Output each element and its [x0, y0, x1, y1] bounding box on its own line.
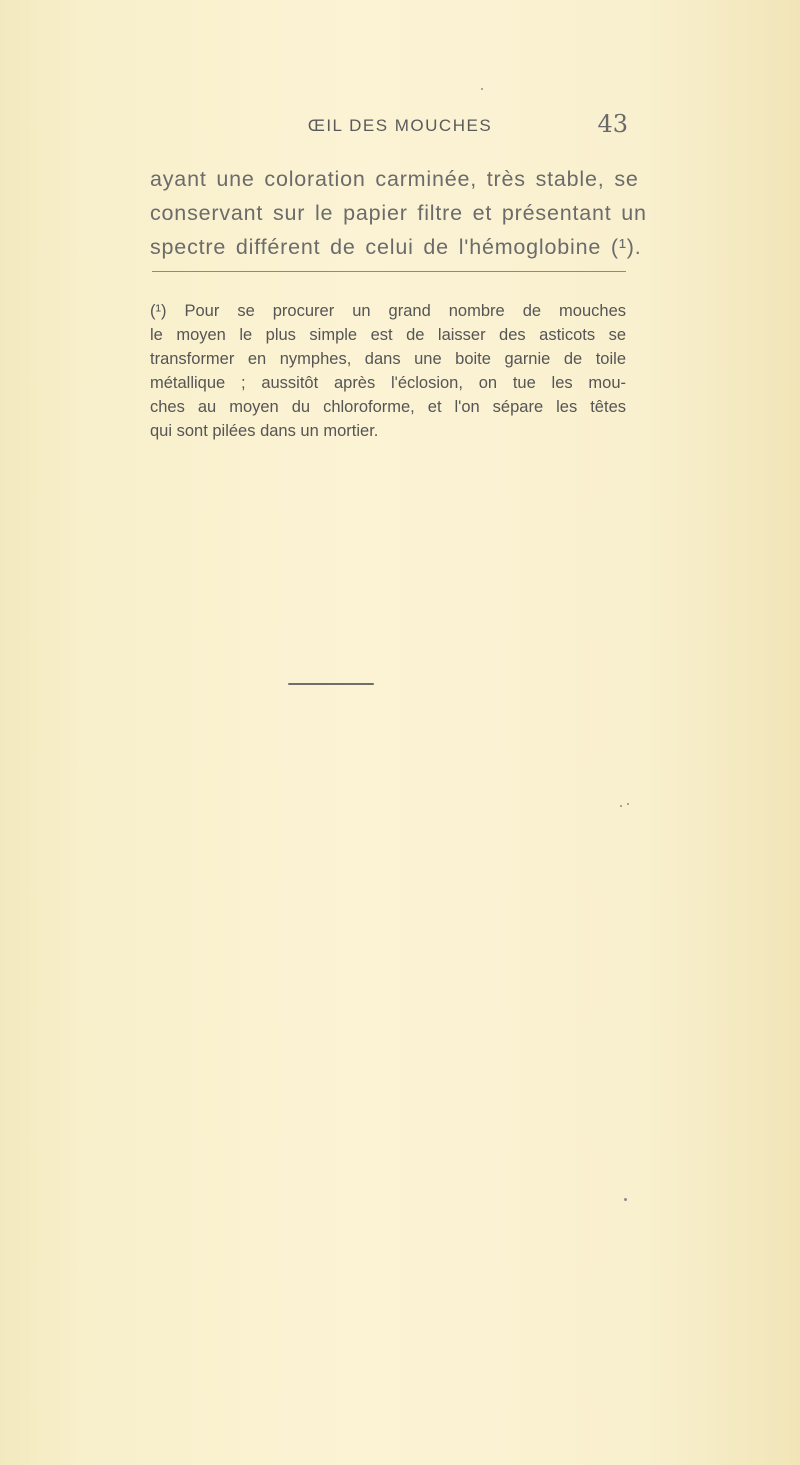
running-title: ŒIL DES MOUCHES [307, 116, 493, 135]
body-line: spectre différent de celui de l'hémoglobine (¹). [150, 235, 642, 259]
footnote-line: (¹) Pour se procurer un grand nombre de mouches [150, 302, 626, 320]
footnote [150, 299, 626, 443]
paper-speck [624, 1198, 627, 1201]
body-paragraph [150, 162, 647, 264]
paper-speck [620, 805, 622, 807]
body-line: ayant une coloration carminée, très stable, se [150, 167, 639, 191]
footnote-line: ches au moyen du chloroforme, et l'on sépare les têtes [150, 398, 626, 416]
page-number: 43 [597, 110, 628, 138]
footnote-line: métallique ; aussitôt après l'éclosion, on tue les mou- [150, 374, 626, 392]
footnote-line: le moyen le plus simple est de laisser des asticots se [150, 326, 626, 344]
footnote-line: transformer en nymphes, dans une boite garnie de toile [150, 350, 626, 368]
page-header [0, 110, 800, 146]
decorative-rule [288, 683, 374, 685]
body-line: conservant sur le papier filtre et présentant un [150, 201, 647, 225]
paper-speck [481, 88, 483, 90]
footnote-separator [152, 271, 626, 272]
footnote-line: qui sont pilées dans un mortier. [150, 422, 379, 440]
paper-speck [627, 803, 629, 805]
